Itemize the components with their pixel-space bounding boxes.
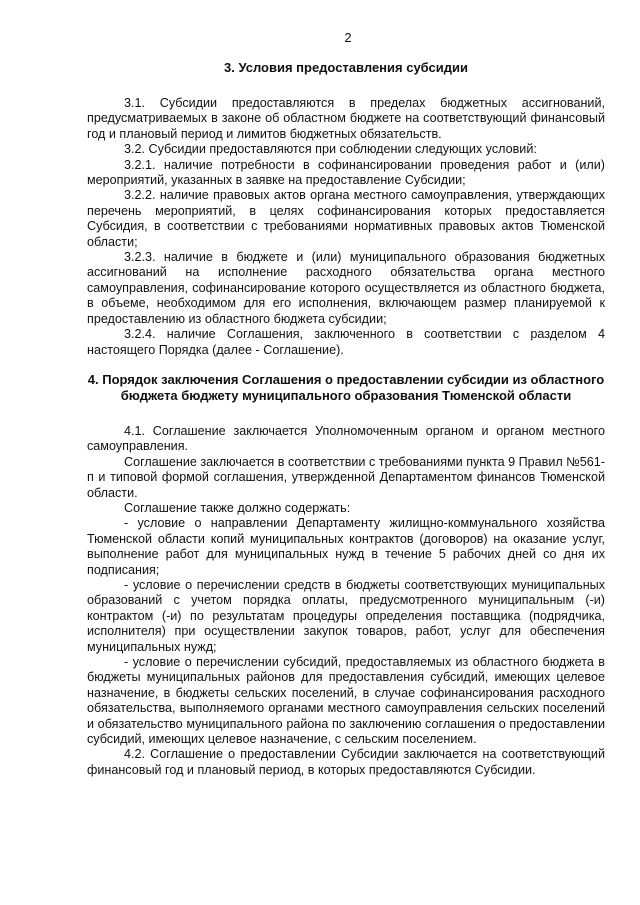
paragraph-3-2-4: 3.2.4. наличие Соглашения, заключенного в соответствии с разделом 4 настоящего Порядка (далее - Соглашение). — [87, 327, 605, 357]
section-3-title: 3. Условия предоставления субсидии — [224, 60, 468, 75]
page-number: 2 — [344, 30, 352, 45]
paragraph-agreement-contents-intro: Соглашение также должно содержать: — [124, 500, 351, 515]
section-3-body — [87, 96, 605, 358]
list-item-condition-transfers: - условие о перечислении средств в бюджеты соответствующих муниципальных образований с учетом порядка оплаты, предусмотренного муниципальным (-и) контрактом (-и) по результатам процедуры определения поставщика (подрядчика, исполнителя) при осуществлении закупок товаров, работ, услуг для обеспечения муниципальных нужд; — [87, 577, 605, 654]
list-item-condition-contracts: - условие о направлении Департаменту жилищно-коммунального хозяйства Тюменской области копий муниципальных контрактов (договоров) на оказание услуг, выполнение работ для муниципальных нужд в течение 5 рабочих дней со дня их подписания; — [87, 516, 605, 577]
document-body — [87, 60, 605, 778]
paragraph-4-1: 4.1. Соглашение заключается Уполномоченным органом и органом местного самоуправления. — [87, 423, 605, 454]
paragraph-3-2-3: 3.2.3. наличие в бюджете и (или) муниципального образования бюджетных ассигнований на исполнение расходного обязательства органа местного самоуправления, софинансирование которого осуществляется из областного бюджета, в объеме, необходимом для его исполнения, включающем размер планируемой к предоставлению из областного бюджета субсидии; — [87, 250, 605, 326]
paragraph-3-1: 3.1. Субсидии предоставляются в пределах бюджетных ассигнований, предусматриваемых в законе об областном бюджете на соответствующий финансовый год и плановый период и лимитов бюджетных обязательств. — [87, 96, 605, 141]
section-4-body — [87, 424, 605, 778]
list-item-condition-subsidies: - условие о перечислении субсидий, предоставляемых из областного бюджета в бюджеты муниципальных районов для предоставления субсидий, имеющих целевое назначение, в бюджеты сельских поселений, в случае софинансирования расходного обязательства, выполняемого органами местного самоуправления сельских поселений и обязательство муниципального района по заключению соглашения о предоставлении субсидий, имеющих целевое назначение, с сельским поселением. — [87, 655, 605, 747]
paragraph-agreement-requirements: Соглашение заключается в соответствии с требованиями пункта 9 Правил №561-п и типовой формой соглашения, утвержденной Департаментом финансов Тюменской области. — [87, 454, 605, 500]
paragraph-3-2-1: 3.2.1. наличие потребности в софинансировании проведения работ и (или) мероприятий, указанных в заявке на предоставление Субсидии; — [87, 157, 605, 188]
paragraph-3-2-2: 3.2.2. наличие правовых актов органа местного самоуправления, утверждающих перечень мероприятий, в целях софинансирования которых предоставляется Субсидия, в соответствии с требованиями нормативных правовых актов Тюменской области; — [87, 188, 605, 249]
section-4-title: 4. Порядок заключения Соглашения о предоставлении субсидии из областного бюджета бюджету муниципального образования Тюменской области — [87, 371, 605, 403]
paragraph-3-2: 3.2. Субсидии предоставляются при соблюдении следующих условий: — [124, 142, 537, 157]
paragraph-4-2: 4.2. Соглашение о предоставлении Субсидии заключается на соответствующий финансовый год и плановый период, в которых предоставляются Субсидии. — [87, 747, 605, 777]
